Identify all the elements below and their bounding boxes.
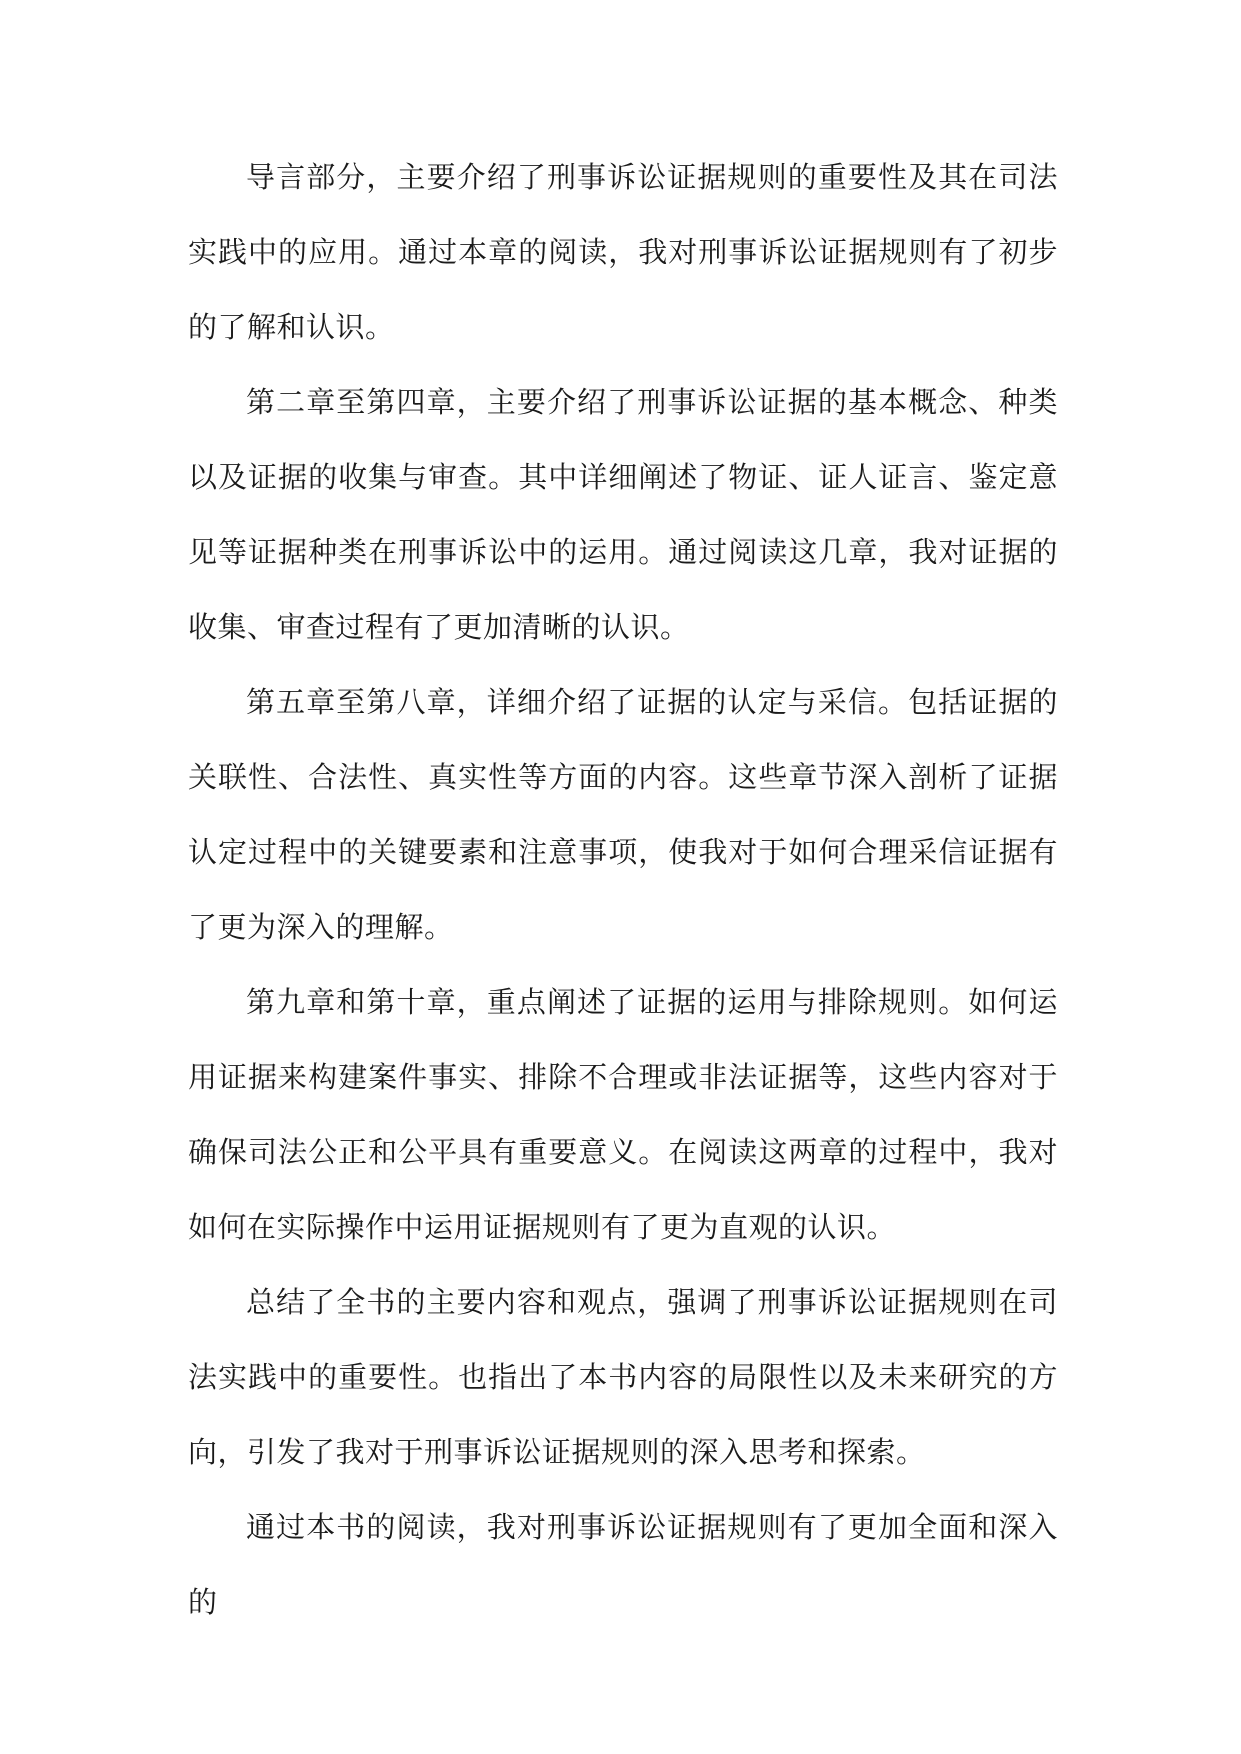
paragraph-chapters-9-10: 第九章和第十章，重点阐述了证据的运用与排除规则。如何运用证据来构建案件事实、排除不合理或非法证据等，这些内容对于确保司法公正和公平具有重要意义。在阅读这两章的过程中，我对如何在实际操作中运用证据规则有了更为直观的认识。: [188, 985, 1058, 1244]
paragraph-conclusion: 通过本书的阅读，我对刑事诉讼证据规则有了更加全面和深入的: [188, 1510, 1058, 1619]
paragraph-introduction: 导言部分，主要介绍了刑事诉讼证据规则的重要性及其在司法实践中的应用。通过本章的阅读，我对刑事诉讼证据规则有了初步的了解和认识。: [188, 160, 1058, 344]
document-body: [188, 140, 1058, 1640]
paragraph-chapters-2-4: 第二章至第四章，主要介绍了刑事诉讼证据的基本概念、种类以及证据的收集与审查。其中详细阐述了物证、证人证言、鉴定意见等证据种类在刑事诉讼中的运用。通过阅读这几章，我对证据的收集、审查过程有了更加清晰的认识。: [188, 385, 1058, 644]
paragraph-chapters-5-8: 第五章至第八章，详细介绍了证据的认定与采信。包括证据的关联性、合法性、真实性等方面的内容。这些章节深入剖析了证据认定过程中的关键要素和注意事项，使我对于如何合理采信证据有了更为深入的理解。: [188, 685, 1058, 944]
paragraph-summary: 总结了全书的主要内容和观点，强调了刑事诉讼证据规则在司法实践中的重要性。也指出了本书内容的局限性以及未来研究的方向，引发了我对于刑事诉讼证据规则的深入思考和探索。: [188, 1285, 1058, 1469]
